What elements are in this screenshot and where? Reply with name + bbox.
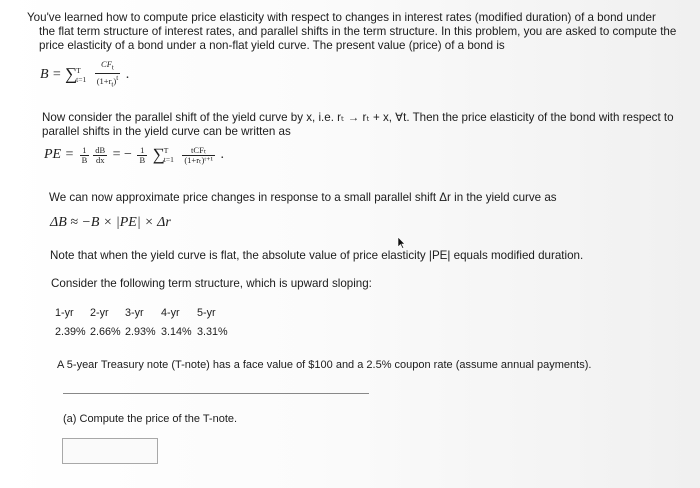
term-structure-intro: Consider the following term structure, which is upward sloping: <box>51 277 372 290</box>
mouse-cursor-icon <box>397 237 405 249</box>
eq1-denominator-sub: t <box>111 80 114 89</box>
eq2-f1-num: 1 <box>80 146 90 156</box>
price-change-equation: ΔB ≈ −B × |PE| × Δr <box>50 215 171 230</box>
term-rate-cell: 3.14% <box>161 326 192 338</box>
eq1-trail: . <box>125 66 130 82</box>
question-a: (a) Compute the price of the T-note. <box>63 413 238 425</box>
eq2-lhs: PE = <box>44 147 75 163</box>
eq2-f3-num: 1 <box>137 146 147 156</box>
eq2-upper-limit: T <box>163 146 169 155</box>
term-header-cell: 5-yr <box>197 307 216 319</box>
answer-a-input[interactable] <box>62 438 158 464</box>
eq2-f3-den: B <box>139 154 146 165</box>
eq1-denominator-close: ) <box>113 75 117 86</box>
term-rate-cell: 2.93% <box>125 326 156 338</box>
eq2-f4-num: tCFₜ <box>182 146 215 156</box>
term-rate-cell: 2.66% <box>90 326 121 338</box>
eq1-denominator: (1+r <box>96 75 112 86</box>
bond-price-equation <box>40 60 129 89</box>
term-rate-cell: 2.39% <box>55 326 86 338</box>
eq1-numerator-sub: t <box>111 63 114 72</box>
eq1-sum-symbol: ∑ <box>65 64 78 84</box>
term-rate-cell: 3.31% <box>197 326 228 338</box>
term-header-cell: 2-yr <box>90 307 109 319</box>
intro-line-1: You've learned how to compute price elasticity with respect to changes in interest rates (modified duration) of a bond under <box>27 11 656 24</box>
intro-line-2: the flat term structure of interest rates, and parallel shifts in the term structure. In this problem, you are asked to compute the <box>39 25 677 38</box>
eq2-f4-den: (1+rₜ)ᵗ⁺¹ <box>184 154 214 165</box>
shift-line-1: Now consider the parallel shift of the yield curve by x, i.e. rₜ → rₜ + x, ∀t. Then the price elasticity of the bond with respect to <box>42 111 674 124</box>
eq1-denominator-sup: t <box>116 73 119 82</box>
note-text: Note that when the yield curve is flat, the absolute value of price elasticity |PE| equals modified duration. <box>50 249 584 262</box>
shift-line-2: parallel shifts in the yield curve can be written as <box>42 125 291 138</box>
eq2-f2-num: dB <box>95 144 106 155</box>
term-structure-header-row <box>55 307 233 319</box>
intro-line-3: price elasticity of a bond under a non-flat yield curve. The present value (price) of a bond is <box>39 39 505 52</box>
approx-text: We can now approximate price changes in response to a small parallel shift Δr in the yield curve as <box>49 191 557 204</box>
eq1-lower-limit: t=1 <box>76 74 87 84</box>
term-header-cell: 4-yr <box>161 307 180 319</box>
eq1-numerator: CF <box>101 59 112 69</box>
tnote-text: A 5-year Treasury note (T-note) has a face value of $100 and a 2.5% coupon rate (assume annual payments). <box>57 359 592 371</box>
term-header-cell: 1-yr <box>55 307 74 319</box>
eq2-f2-den: dx <box>95 154 105 165</box>
price-elasticity-equation <box>44 145 224 165</box>
eq1-lhs: B = <box>40 66 62 82</box>
section-divider <box>63 393 369 394</box>
term-structure-rate-row <box>55 326 233 338</box>
eq2-sum-symbol: ∑ <box>152 145 165 164</box>
eq2-equals: = − <box>112 147 132 163</box>
term-header-cell: 3-yr <box>125 307 144 319</box>
eq2-f1-den: B <box>81 154 88 165</box>
eq2-trail: . <box>220 147 225 163</box>
eq2-lower-limit: t=1 <box>163 155 174 164</box>
eq1-upper-limit: T <box>76 65 81 75</box>
